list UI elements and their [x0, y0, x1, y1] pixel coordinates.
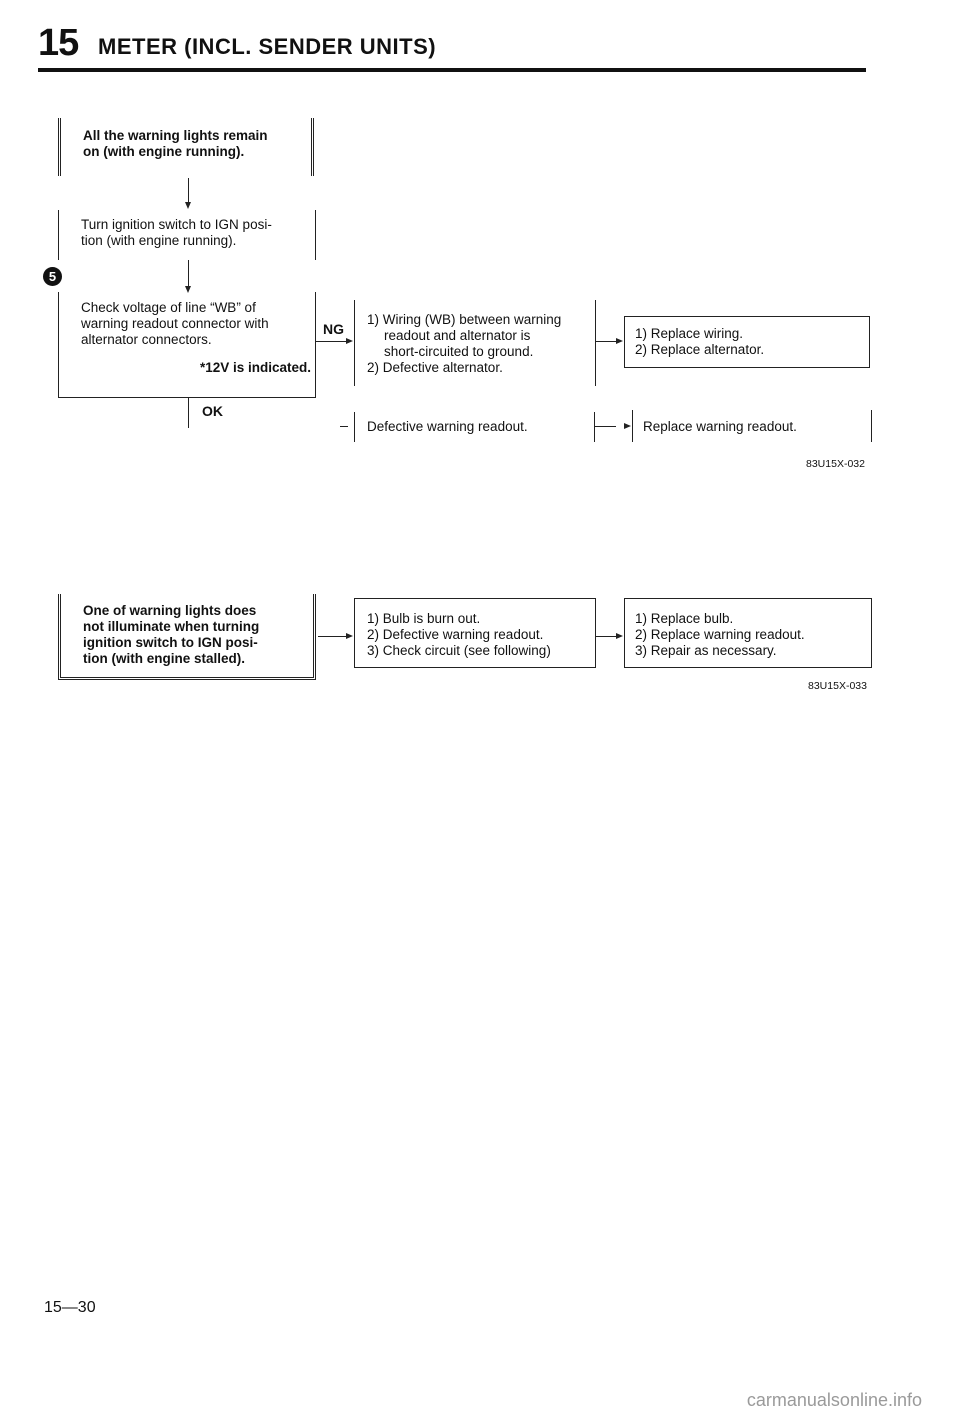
flow1-check-box: [58, 292, 316, 398]
ok-remedy-connector: [594, 426, 616, 427]
ng-remedies-box: [624, 316, 870, 368]
flow2-start-line: not illuminate when turning: [83, 619, 260, 634]
flow2-cause-line: 1) Bulb is burn out.: [367, 611, 481, 626]
ok-cause-edge: [594, 412, 595, 442]
ok-cause-text: Defective warning readout.: [367, 419, 528, 434]
ok-connector: [188, 398, 189, 428]
ng-remedy-line: 2) Replace alternator.: [635, 342, 765, 357]
flow2-remedy-line: 1) Replace bulb.: [635, 611, 734, 626]
flow2-start-line: ignition switch to IGN posi-: [83, 635, 258, 650]
arrow-right-icon: [346, 633, 353, 639]
flow1-check-line: Check voltage of line “WB” of: [81, 300, 256, 315]
flow2-remedies-box: [624, 598, 872, 668]
flow2-remedy-connector: [596, 636, 616, 637]
ng-cause-line: short-circuited to ground.: [384, 344, 534, 359]
flow1-start-line: on (with engine running).: [83, 144, 245, 159]
header-rule: [38, 68, 866, 72]
arrow-right-icon: [616, 338, 623, 344]
ok-label: OK: [202, 403, 223, 419]
arrow-down-icon: [185, 202, 191, 209]
arrow-right-icon: [616, 633, 623, 639]
page-number: 15—30: [44, 1299, 96, 1316]
flow2-connector: [318, 636, 346, 637]
flow1-start-box: [58, 118, 314, 176]
ng-causes-box: [354, 300, 596, 386]
ng-cause-line: readout and alternator is: [384, 328, 531, 343]
arrow-right-icon: [346, 338, 353, 344]
ok-cause-box: [354, 412, 594, 442]
ng-remedy-line: 1) Replace wiring.: [635, 326, 744, 341]
flow2-remedy-line: 3) Repair as necessary.: [635, 643, 777, 658]
flow1-check-line: warning readout connector with: [81, 316, 269, 331]
connector-line: [188, 260, 189, 288]
flow1-step1-box: [58, 210, 316, 260]
step-marker-icon: 5: [43, 267, 62, 286]
flow2-cause-line: 2) Defective warning readout.: [367, 627, 544, 642]
ok-remedy-text: Replace warning readout.: [643, 419, 797, 434]
arrow-right-icon: [624, 423, 631, 429]
flow2-start-box: [58, 594, 316, 680]
ok-connector-horizontal: [340, 426, 348, 427]
ng-remedy-connector: [596, 341, 616, 342]
connector-line: [188, 178, 189, 204]
flow2-remedy-line: 2) Replace warning readout.: [635, 627, 805, 642]
ng-label: NG: [323, 321, 344, 337]
flow2-start-line: One of warning lights does: [83, 603, 257, 618]
ng-connector: [316, 341, 346, 342]
flow2-causes-box: [354, 598, 596, 668]
flow1-step1-line: tion (with engine running).: [81, 233, 237, 248]
ng-cause-line: 2) Defective alternator.: [367, 360, 503, 375]
ok-remedy-box: [632, 410, 872, 442]
ng-cause-line: 1) Wiring (WB) between warning: [367, 312, 562, 327]
figure-code: 83U15X-032: [806, 458, 865, 470]
flow2-start-line: tion (with engine stalled).: [83, 651, 245, 666]
section-number: 15: [38, 22, 79, 64]
flow1-check-line: alternator connectors.: [81, 332, 212, 347]
flow1-check-spec: *12V is indicated.: [199, 360, 311, 375]
page-title: METER (INCL. SENDER UNITS): [98, 34, 437, 59]
flow2-cause-line: 3) Check circuit (see following): [367, 643, 551, 658]
flow1-start-line: All the warning lights remain: [83, 128, 268, 143]
flow1-step1-line: Turn ignition switch to IGN posi-: [81, 217, 272, 232]
figure-code: 83U15X-033: [808, 680, 867, 692]
watermark: carmanualsonline.info: [746, 1390, 922, 1410]
